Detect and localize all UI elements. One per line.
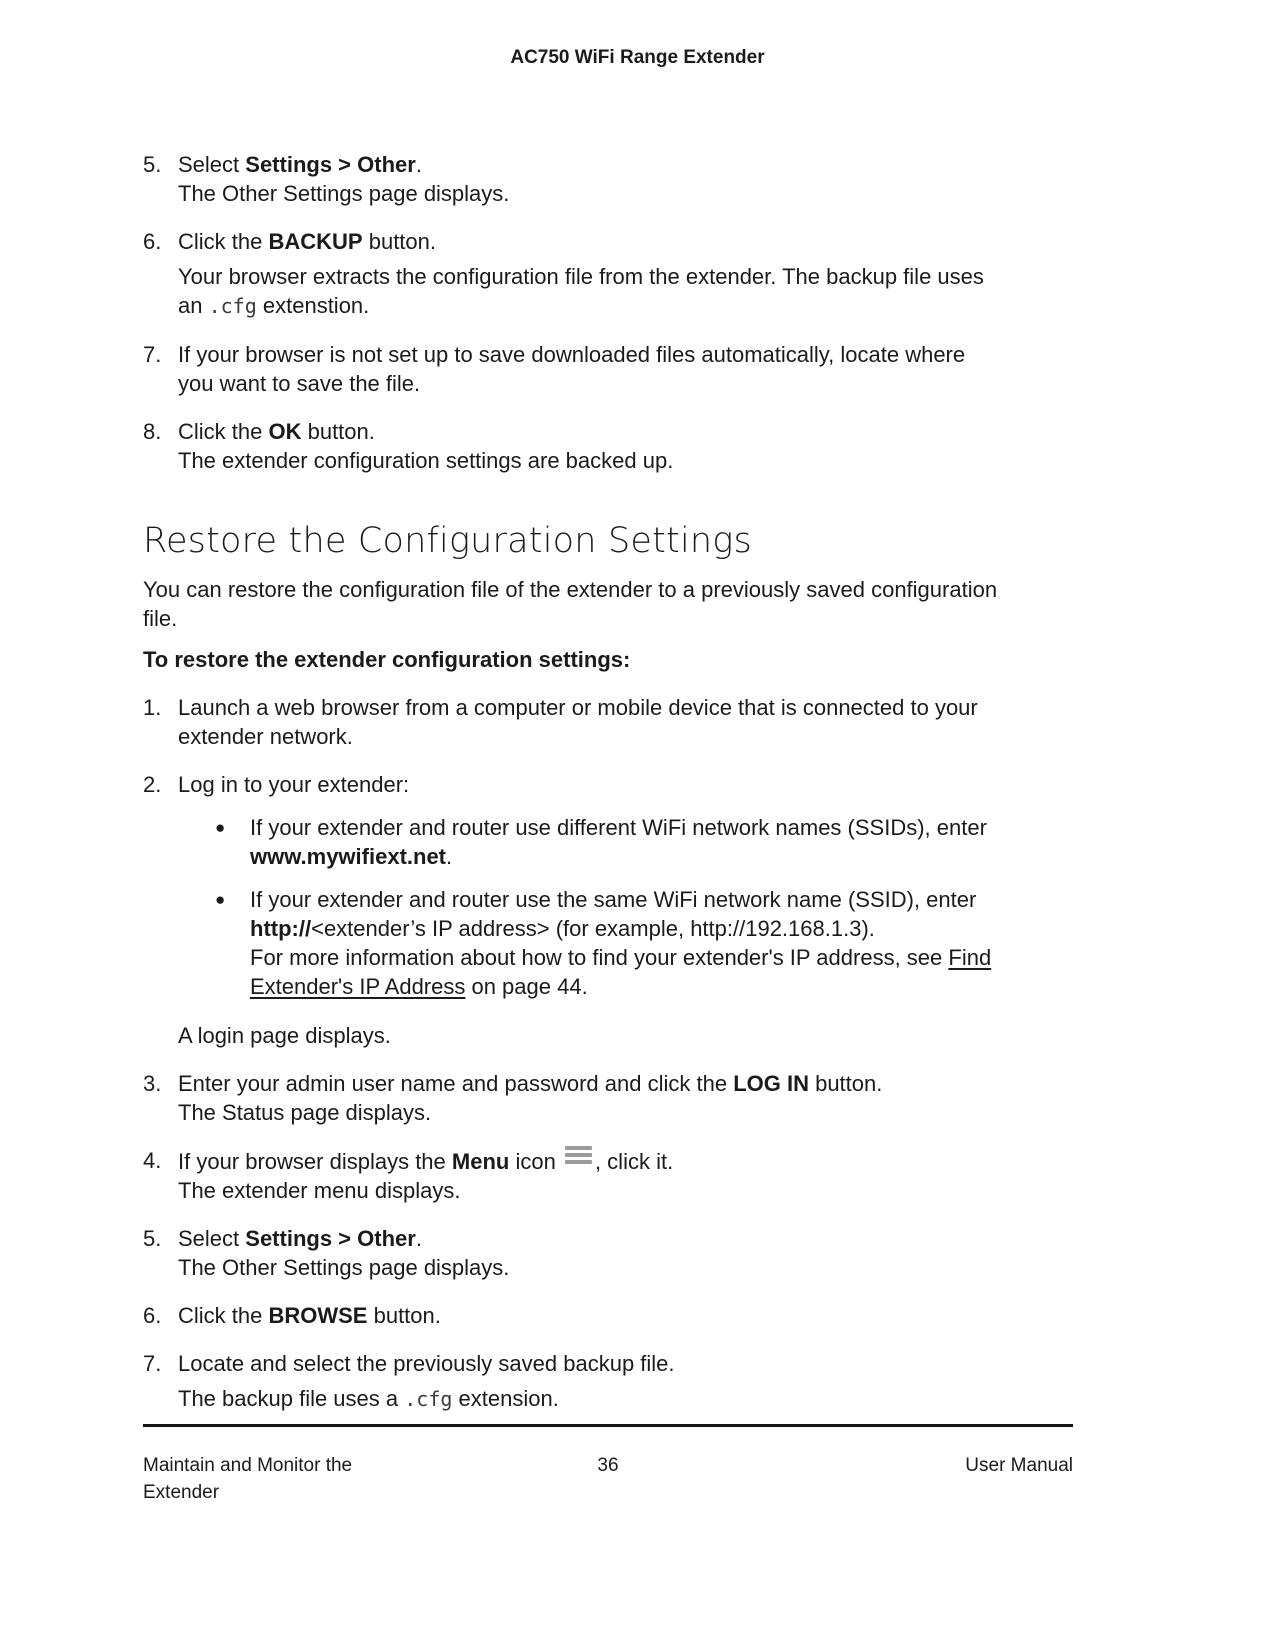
text-run: you want to save the file. (178, 371, 421, 396)
step-item (143, 1224, 1073, 1282)
step-text (178, 693, 1073, 751)
step-item (143, 227, 1073, 256)
text-run: extenstion. (256, 293, 370, 318)
step-text (178, 1349, 1073, 1378)
text-run: http:// (250, 916, 312, 941)
step-item (143, 150, 1073, 208)
text-run: Restore the Configuration Settings (143, 521, 752, 561)
code-text: .cfg (404, 1387, 453, 1411)
step-number: 1. (143, 695, 162, 720)
step-number: 2. (143, 772, 162, 797)
text-run: button. (367, 1303, 441, 1328)
text-run: extender network. (178, 724, 353, 749)
footer-section-line1: Maintain and Monitor the (143, 1455, 353, 1476)
code-text: .cfg (208, 294, 257, 318)
text-run: If your browser is not set up to save downloaded files automatically, locate where (178, 342, 966, 367)
text-run: To restore the extender configuration settings: (143, 647, 631, 672)
step-text (178, 227, 1073, 256)
text-run: Settings > Other (245, 1226, 416, 1251)
text-run: For more information about how to find your extender's IP address, see (250, 945, 949, 970)
text-run: BROWSE (268, 1303, 368, 1328)
bullet-item (143, 885, 1073, 1001)
text-run: <extender’s IP address> (for example, http://192.168.1.3). (311, 916, 875, 941)
text-run: button. (301, 419, 375, 444)
text-run: The Other Settings page displays. (178, 1255, 510, 1280)
text-run: Select (178, 152, 246, 177)
text-run: Click the (178, 1303, 269, 1328)
footer-page-number: 36 (597, 1455, 619, 1476)
text-run: The extender menu displays. (178, 1178, 461, 1203)
step-item (143, 770, 1073, 799)
text-run: Settings > Other (245, 152, 416, 177)
text-run: www.mywifiext.net (250, 844, 447, 869)
step-text (178, 150, 1073, 208)
page-footer (143, 1452, 1073, 1506)
step-item (143, 340, 1073, 398)
step-number: 6. (143, 1303, 162, 1328)
step-item (143, 1301, 1073, 1330)
text-run: Select (178, 1226, 246, 1251)
text-run: , click it. (594, 1149, 674, 1174)
text-run: The Status page displays. (178, 1100, 432, 1125)
text-run: . (415, 152, 422, 177)
step-number: 5. (143, 1226, 162, 1251)
step-number: 5. (143, 152, 162, 177)
menu-icon (565, 1146, 592, 1164)
text-run: Menu (451, 1149, 510, 1174)
bullet-dot: ● (215, 818, 226, 837)
step-text (178, 1069, 1073, 1127)
text-run: The extender configuration settings are backed up. (178, 448, 674, 473)
step-number: 7. (143, 1351, 162, 1376)
text-run: LOG IN (733, 1071, 809, 1096)
step-text (178, 1301, 1073, 1330)
step-item (143, 417, 1073, 475)
step-text (178, 1146, 1073, 1205)
text-run: The backup file uses a (178, 1386, 405, 1411)
text-run: . (446, 844, 453, 869)
step-text (178, 340, 1073, 398)
step-text (178, 1224, 1073, 1282)
text-run: an (178, 293, 209, 318)
step-item (143, 1069, 1073, 1127)
procedure-lead (143, 645, 1073, 674)
text-run: extension. (452, 1386, 559, 1411)
document-body (143, 150, 1073, 1414)
text-run: Click the (178, 229, 269, 254)
text-run: Enter your admin user name and password and click the (178, 1071, 734, 1096)
text-run: OK (268, 419, 302, 444)
footer-doc-type: User Manual (965, 1455, 1073, 1476)
step-text (178, 770, 1073, 799)
footer-divider (143, 1424, 1073, 1427)
find-extenders-ip-address-link[interactable]: Find (948, 945, 992, 970)
text-run: If your browser displays the (178, 1149, 452, 1174)
text-run: You can restore the configuration file of the extender to a previously saved configuration (143, 577, 998, 602)
text-run: If your extender and router use the same WiFi network name (SSID), enter (250, 887, 977, 912)
text-run: Click the (178, 419, 269, 444)
bullet-dot: ● (215, 890, 226, 909)
bullet-item (143, 813, 1073, 871)
text-run: icon (509, 1149, 562, 1174)
text-run: on page 44. (465, 974, 588, 999)
step-result (178, 1021, 1073, 1050)
text-run: The Other Settings page displays. (178, 181, 510, 206)
text-run: If your extender and router use different WiFi network names (SSIDs), enter (250, 815, 987, 840)
text-run: Your browser extracts the configuration file from the extender. The backup file uses (178, 264, 984, 289)
text-run: button. (362, 229, 436, 254)
text-run: button. (808, 1071, 883, 1096)
text-run: file. (143, 606, 178, 631)
step-text (178, 417, 1073, 475)
step-description (178, 262, 1073, 321)
text-run: BACKUP (268, 229, 363, 254)
step-number: 7. (143, 342, 162, 367)
footer-section-title (143, 1452, 453, 1506)
text-run: Launch a web browser from a computer or mobile device that is connected to your (178, 695, 978, 720)
text-run: A login page displays. (178, 1023, 391, 1048)
text-run: Locate and select the previously saved backup file. (178, 1351, 675, 1376)
find-extenders-ip-address-link[interactable]: Extender's IP Address (250, 974, 466, 999)
paragraph (143, 575, 1073, 633)
step-item (143, 693, 1073, 751)
step-item (143, 1146, 1073, 1205)
text-run: . (415, 1226, 422, 1251)
step-description (178, 1384, 1073, 1414)
step-item (143, 1349, 1073, 1378)
section-heading (143, 517, 1073, 565)
step-number: 8. (143, 419, 162, 444)
step-number: 6. (143, 229, 162, 254)
step-number: 3. (143, 1071, 162, 1096)
text-run: Log in to your extender: (178, 772, 410, 797)
page-header-title: AC750 WiFi Range Extender (510, 47, 765, 68)
step-number: 4. (143, 1148, 162, 1173)
bullet-text (250, 885, 1073, 1001)
footer-section-line2: Extender (143, 1482, 220, 1503)
bullet-text (250, 813, 1073, 871)
